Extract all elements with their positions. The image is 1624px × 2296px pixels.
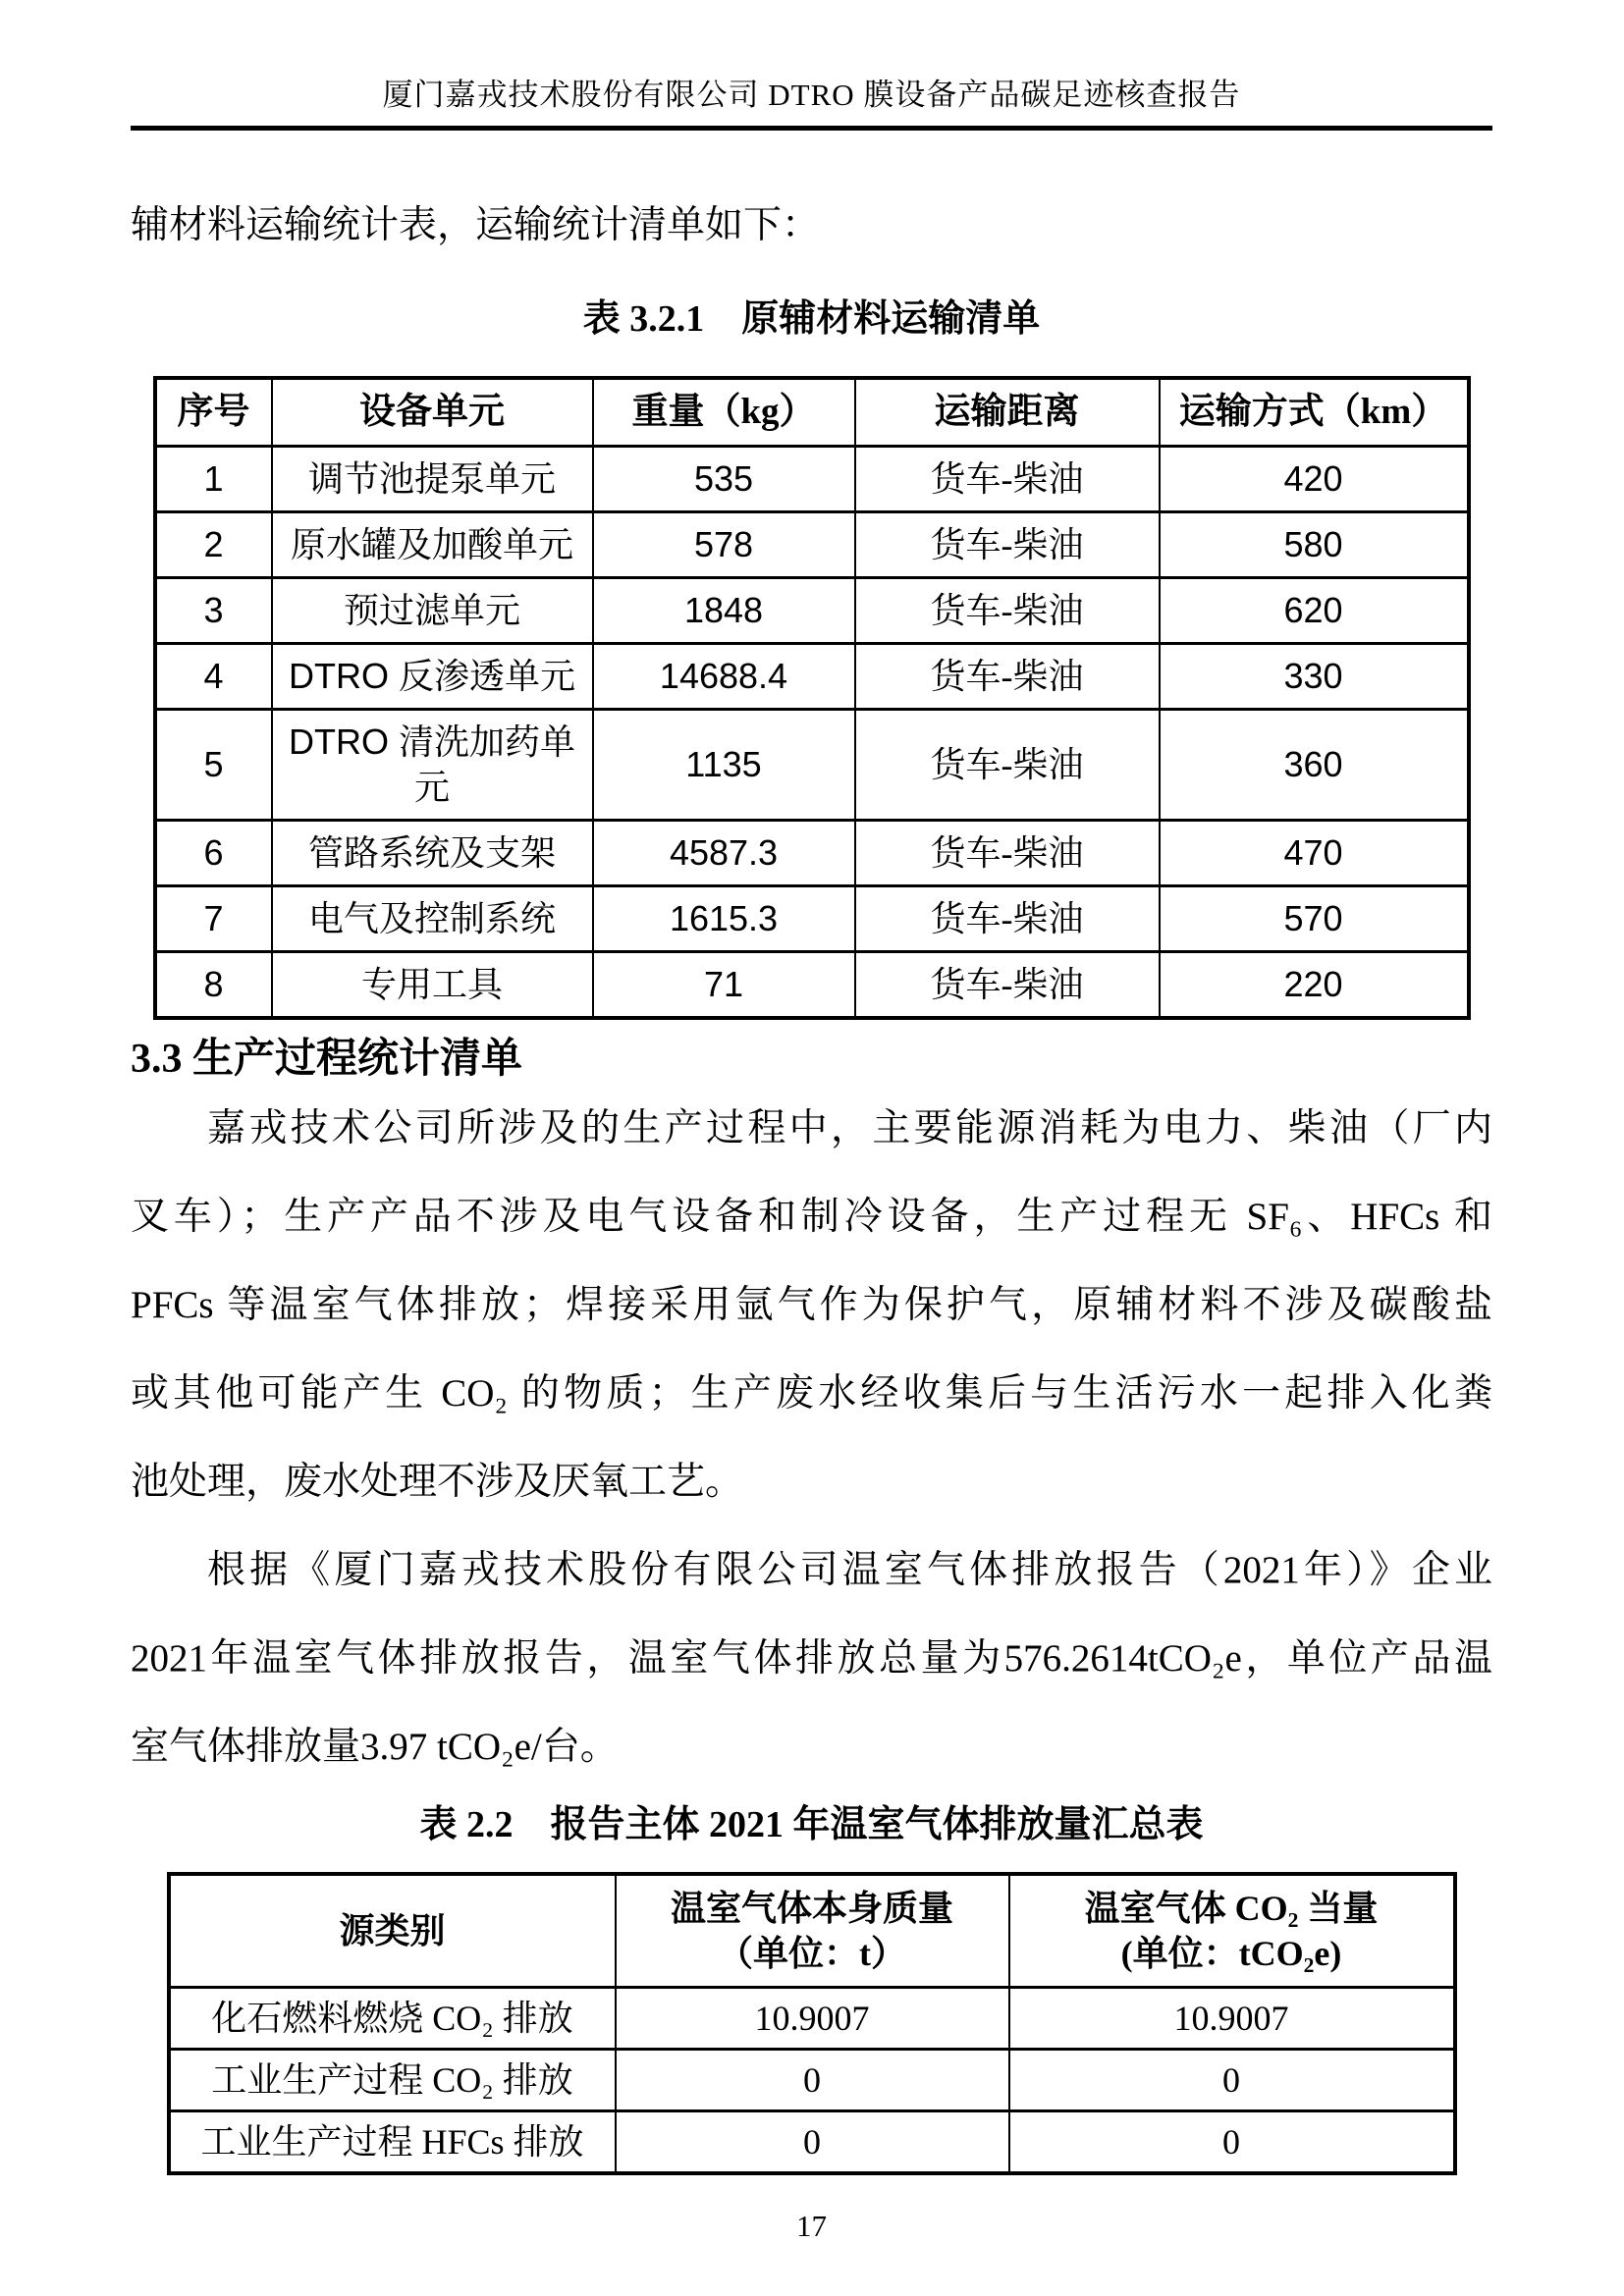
table-row [155, 952, 1469, 1019]
cell-equipment: DTRO 清洗加药单元 [272, 710, 593, 821]
table2-body [169, 1988, 1455, 2174]
table1-caption: 表 3.2.1 原辅材料运输清单 [582, 298, 1041, 340]
cell-serial: 4 [155, 644, 272, 710]
cell-mode: 570 [1160, 886, 1469, 952]
cell-ghg-mass: 0 [616, 2111, 1009, 2174]
cell-serial: 2 [155, 512, 272, 578]
col-header-co2-equivalent [1009, 1874, 1455, 1988]
paragraph-line: 室气体排放量3.97 tCO₂e/台。 [131, 1726, 619, 1768]
cell-source-category: 化石燃料燃烧 CO₂ 排放 [169, 1988, 616, 2050]
paragraph-production-process [131, 1085, 1492, 1526]
table-row [155, 821, 1469, 886]
table-row [155, 578, 1469, 644]
cell-ghg-mass: 0 [616, 2050, 1009, 2111]
table2-caption: 表 2.2 报告主体 2021 年温室气体排放量汇总表 [419, 1804, 1204, 1845]
cell-equipment: 电气及控制系统 [272, 886, 593, 952]
table1-header-row [155, 378, 1469, 447]
cell-mode: 220 [1160, 952, 1469, 1019]
cell-equipment: 预过滤单元 [272, 578, 593, 644]
table2-header [169, 1874, 1455, 1988]
cell-serial: 5 [155, 710, 272, 821]
cell-mode: 330 [1160, 644, 1469, 710]
cell-distance: 货车-柴油 [855, 710, 1160, 821]
cell-co2-equivalent: 10.9007 [1009, 1988, 1455, 2050]
table2-ghg-summary [167, 1872, 1457, 2175]
cell-equipment: 管路系统及支架 [272, 821, 593, 886]
header-rule [131, 126, 1492, 131]
col-header-transport-distance: 运输距离 [855, 378, 1160, 447]
table1-materials-transport [153, 376, 1471, 1020]
paragraph-line: 嘉戎技术公司所涉及的生产过程中，主要能源消耗为电力、柴油（厂内 [207, 1107, 1492, 1149]
page-number: 17 [796, 2209, 827, 2243]
cell-serial: 3 [155, 578, 272, 644]
cell-serial: 6 [155, 821, 272, 886]
table-row [169, 2111, 1455, 2174]
table-row [155, 886, 1469, 952]
table-row [169, 2050, 1455, 2111]
paragraph-line: 根据《厦门嘉戎技术股份有限公司温室气体排放报告（2021年）》企业 [207, 1549, 1492, 1591]
paragraph-ghg-report [131, 1526, 1492, 1791]
paragraph-line: 2021年温室气体排放报告，温室气体排放总量为576.2614tCO₂e，单位产品温 [131, 1637, 1492, 1680]
running-header-title: 厦门嘉戎技术股份有限公司 DTRO 膜设备产品碳足迹核查报告 [382, 78, 1241, 112]
running-header [131, 77, 1492, 131]
col-header-ghg-mass [616, 1874, 1009, 1988]
cell-equipment: DTRO 反渗透单元 [272, 644, 593, 710]
cell-source-category: 工业生产过程 HFCs 排放 [169, 2111, 616, 2174]
table2-header-row [169, 1874, 1455, 1988]
header-line: 温室气体 CO₂ 当量 [1084, 1889, 1379, 1928]
cell-weight: 71 [593, 952, 855, 1019]
col-header-equipment-unit: 设备单元 [272, 378, 593, 447]
cell-co2-equivalent: 0 [1009, 2111, 1455, 2174]
cell-distance: 货车-柴油 [855, 821, 1160, 886]
cell-mode: 420 [1160, 447, 1469, 512]
col-header-weight: 重量（kg） [593, 378, 855, 447]
cell-weight: 1615.3 [593, 886, 855, 952]
cell-weight: 578 [593, 512, 855, 578]
cell-distance: 货车-柴油 [855, 886, 1160, 952]
section-heading: 3.3 生产过程统计清单 [131, 1037, 523, 1082]
cell-weight: 1848 [593, 578, 855, 644]
cell-mode: 360 [1160, 710, 1469, 821]
cell-serial: 8 [155, 952, 272, 1019]
cell-distance: 货车-柴油 [855, 952, 1160, 1019]
cell-serial: 1 [155, 447, 272, 512]
intro-text: 辅材料运输统计表，运输统计清单如下： [131, 204, 821, 246]
cell-weight: 1135 [593, 710, 855, 821]
cell-equipment: 专用工具 [272, 952, 593, 1019]
header-line: （单位：t） [718, 1934, 906, 1973]
cell-mode: 620 [1160, 578, 1469, 644]
table-row [155, 512, 1469, 578]
header-line: 源类别 [339, 1911, 446, 1950]
cell-mode: 470 [1160, 821, 1469, 886]
table-row [169, 1988, 1455, 2050]
cell-equipment: 调节池提泵单元 [272, 447, 593, 512]
col-header-source-category [169, 1874, 616, 1988]
cell-weight: 4587.3 [593, 821, 855, 886]
cell-source-category: 工业生产过程 CO₂ 排放 [169, 2050, 616, 2111]
cell-distance: 货车-柴油 [855, 578, 1160, 644]
col-header-transport-mode: 运输方式（km） [1160, 378, 1469, 447]
table1-header [155, 378, 1469, 447]
paragraph-line: PFCs 等温室气体排放；焊接采用氩气作为保护气，原辅材料不涉及碳酸盐 [131, 1284, 1492, 1326]
table-row [155, 710, 1469, 821]
table1-body [155, 447, 1469, 1019]
paragraph-line: 或其他可能产生 CO₂ 的物质；生产废水经收集后与生活污水一起排入化粪 [131, 1372, 1492, 1415]
table-row [155, 644, 1469, 710]
cell-distance: 货车-柴油 [855, 644, 1160, 710]
paragraph-line: 池处理，废水处理不涉及厌氧工艺。 [131, 1461, 744, 1503]
cell-weight: 535 [593, 447, 855, 512]
cell-distance: 货车-柴油 [855, 512, 1160, 578]
header-line: (单位：tCO₂e) [1120, 1934, 1342, 1973]
cell-co2-equivalent: 0 [1009, 2050, 1455, 2111]
cell-serial: 7 [155, 886, 272, 952]
paragraph-line: 叉车）；生产产品不涉及电气设备和制冷设备，生产过程无 SF₆、HFCs 和 [131, 1196, 1492, 1238]
cell-ghg-mass: 10.9007 [616, 1988, 1009, 2050]
table-row [155, 447, 1469, 512]
header-line: 温室气体本身质量 [670, 1889, 953, 1928]
col-header-serial: 序号 [155, 378, 272, 447]
cell-mode: 580 [1160, 512, 1469, 578]
cell-weight: 14688.4 [593, 644, 855, 710]
cell-equipment: 原水罐及加酸单元 [272, 512, 593, 578]
cell-distance: 货车-柴油 [855, 447, 1160, 512]
